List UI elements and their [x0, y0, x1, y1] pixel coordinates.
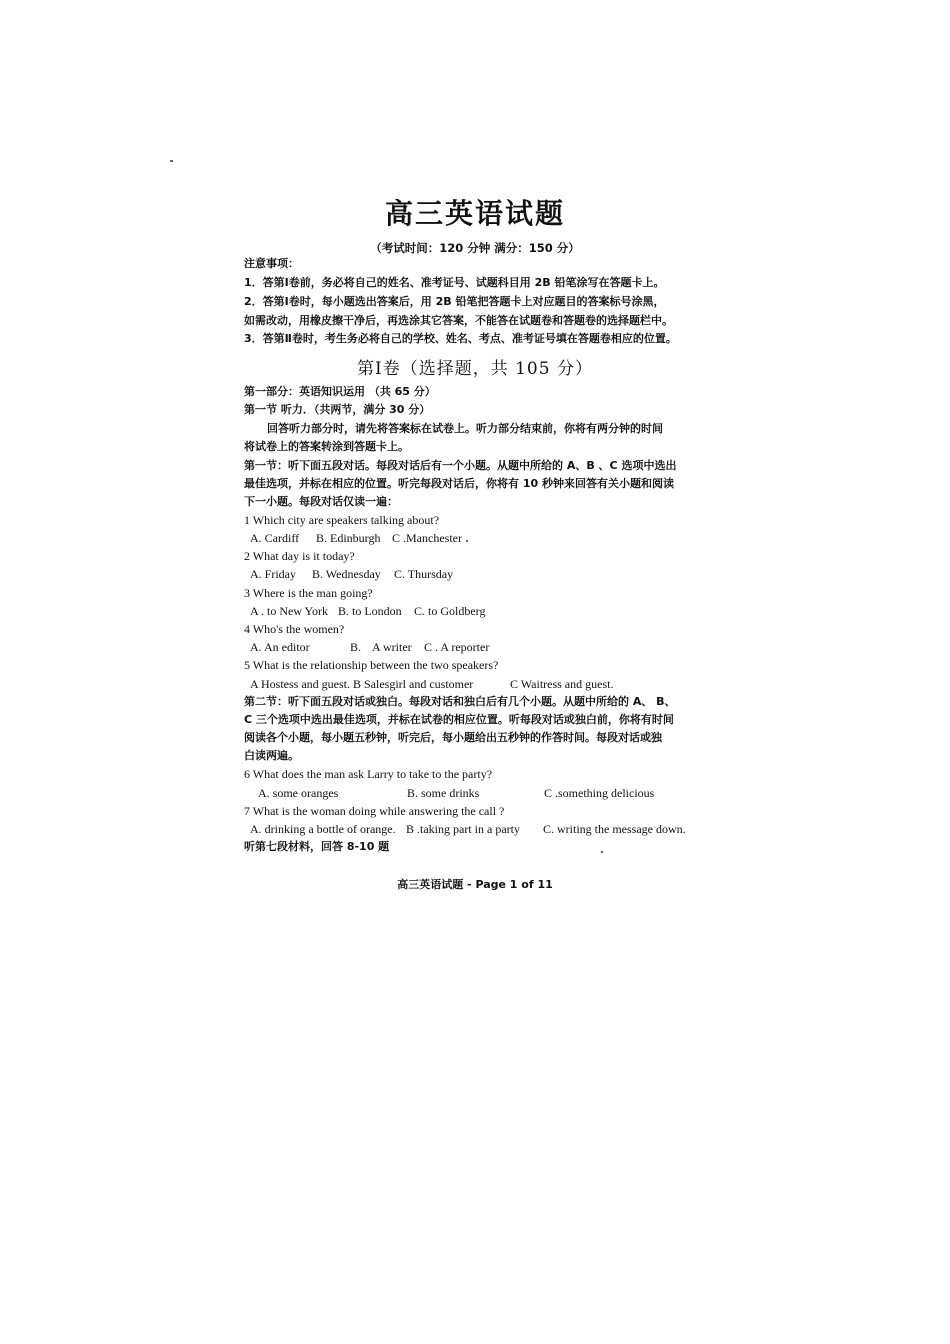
option-a: A. drinking a bottle of orange.: [250, 822, 396, 836]
option-c: C. Thursday: [394, 567, 454, 581]
option-b: B. some drinks: [407, 786, 480, 800]
scan-speck: [601, 851, 603, 853]
part-heading: 第一部分：英语知识运用 （共 65 分）: [244, 385, 436, 398]
option-c: C .something delicious: [544, 786, 655, 800]
section2-heading-line: 阅读各个小题，每小题五秒钟，听完后，每小题给出五秒钟的作答时间。每段对话或独: [244, 731, 662, 744]
notice-line: 3．答第Ⅱ卷时，考生务必将自己的学校、姓名、考点、准考证号填在答题卷相应的位置。: [244, 332, 677, 345]
question-2: 2 What day is it today?: [244, 549, 355, 563]
question-7: 7 What is the woman doing while answering the call ?: [244, 804, 505, 818]
option-a: A. Cardiff: [250, 531, 300, 545]
option-b: B. to London: [338, 604, 402, 618]
sub-heading-line: 最佳选项，并标在相应的位置。听完每段对话后，你将有 10 秒钟来回答有关小题和阅读: [244, 477, 674, 490]
section-heading: 第一节 听力．（共两节，满分 30 分）: [244, 403, 431, 416]
option-a: A. some oranges: [258, 786, 339, 800]
notice-line: 1．答第Ⅰ卷前，务必将自己的姓名、准考证号、试题科目用 2B 铅笔涂写在答题卡上。: [244, 276, 665, 289]
option-ab: A Hostess and guest. B Salesgirl and customer: [250, 677, 474, 691]
exam-subtitle: （考试时间：120 分钟 满分：150 分）: [370, 241, 580, 255]
instruction-line: 将试卷上的答案转涂到答题卡上。: [244, 440, 409, 453]
part-one-title: 第Ⅰ卷（选择题，共 105 分）: [357, 359, 593, 379]
question-1: 1 Which city are speakers talking about?: [244, 513, 440, 527]
question-4: 4 Who's the women?: [244, 622, 345, 636]
option-b: B. Edinburgh: [316, 531, 381, 545]
page-title: 高三英语试题: [384, 197, 565, 230]
section2-heading-line: C 三个选项中选出最佳选项，并标在试卷的相应位置。听每段对话或独白前，你将有时间: [244, 713, 674, 726]
option-c: C . A reporter: [424, 640, 490, 654]
option-b: B .taking part in a party: [406, 822, 520, 836]
option-a: A. An editor: [250, 640, 310, 654]
notice-line: 2．答第Ⅰ卷时，每小题选出答案后，用 2B 铅笔把答题卡上对应题目的答案标号涂黑，: [244, 295, 665, 308]
option-a: A . to New York: [250, 604, 329, 618]
page-footer: 高三英语试题 - Page 1 of 11: [397, 878, 553, 891]
option-a: A. Friday: [250, 567, 296, 581]
sub-heading-line: 下一小题。每段对话仅读一遍：: [244, 495, 398, 508]
scan-speck: [466, 540, 468, 542]
option-c: C. writing the message down.: [543, 822, 686, 836]
notice-heading: 注意事项：: [244, 257, 299, 270]
option-b: B. Wednesday: [312, 567, 381, 581]
option-c: C Waitress and guest.: [510, 677, 614, 691]
question-5: 5 What is the relationship between the two speakers?: [244, 658, 499, 672]
scan-speck: [170, 160, 173, 162]
section2-heading-line: 白读两遍。: [244, 749, 299, 762]
question-6: 6 What does the man ask Larry to take to the party?: [244, 767, 493, 781]
section2-heading-line: 第二节：听下面五段对话或独白。每段对话和独白后有几个小题。从题中所给的 A、 B、: [244, 695, 676, 708]
instruction-line: 回答听力部分时，请先将答案标在试卷上。听力部分结束前，你将有两分钟的时间: [267, 422, 663, 435]
option-c: C. to Goldberg: [414, 604, 486, 618]
question-3: 3 Where is the man going?: [244, 586, 373, 600]
option-b: B.: [350, 640, 362, 654]
trailing-instruction: 听第七段材料，回答 8-10 题: [244, 840, 390, 853]
sub-heading-line: 第一节：听下面五段对话。每段对话后有一个小题。从题中所给的 A、B 、C 选项中选出: [244, 459, 677, 472]
option-b-text: A writer: [372, 640, 412, 654]
option-c: C .Manchester: [392, 531, 462, 545]
notice-line: 如需改动，用橡皮擦干净后，再选涂其它答案，不能答在试题卷和答题卷的选择题栏中。: [244, 314, 673, 327]
